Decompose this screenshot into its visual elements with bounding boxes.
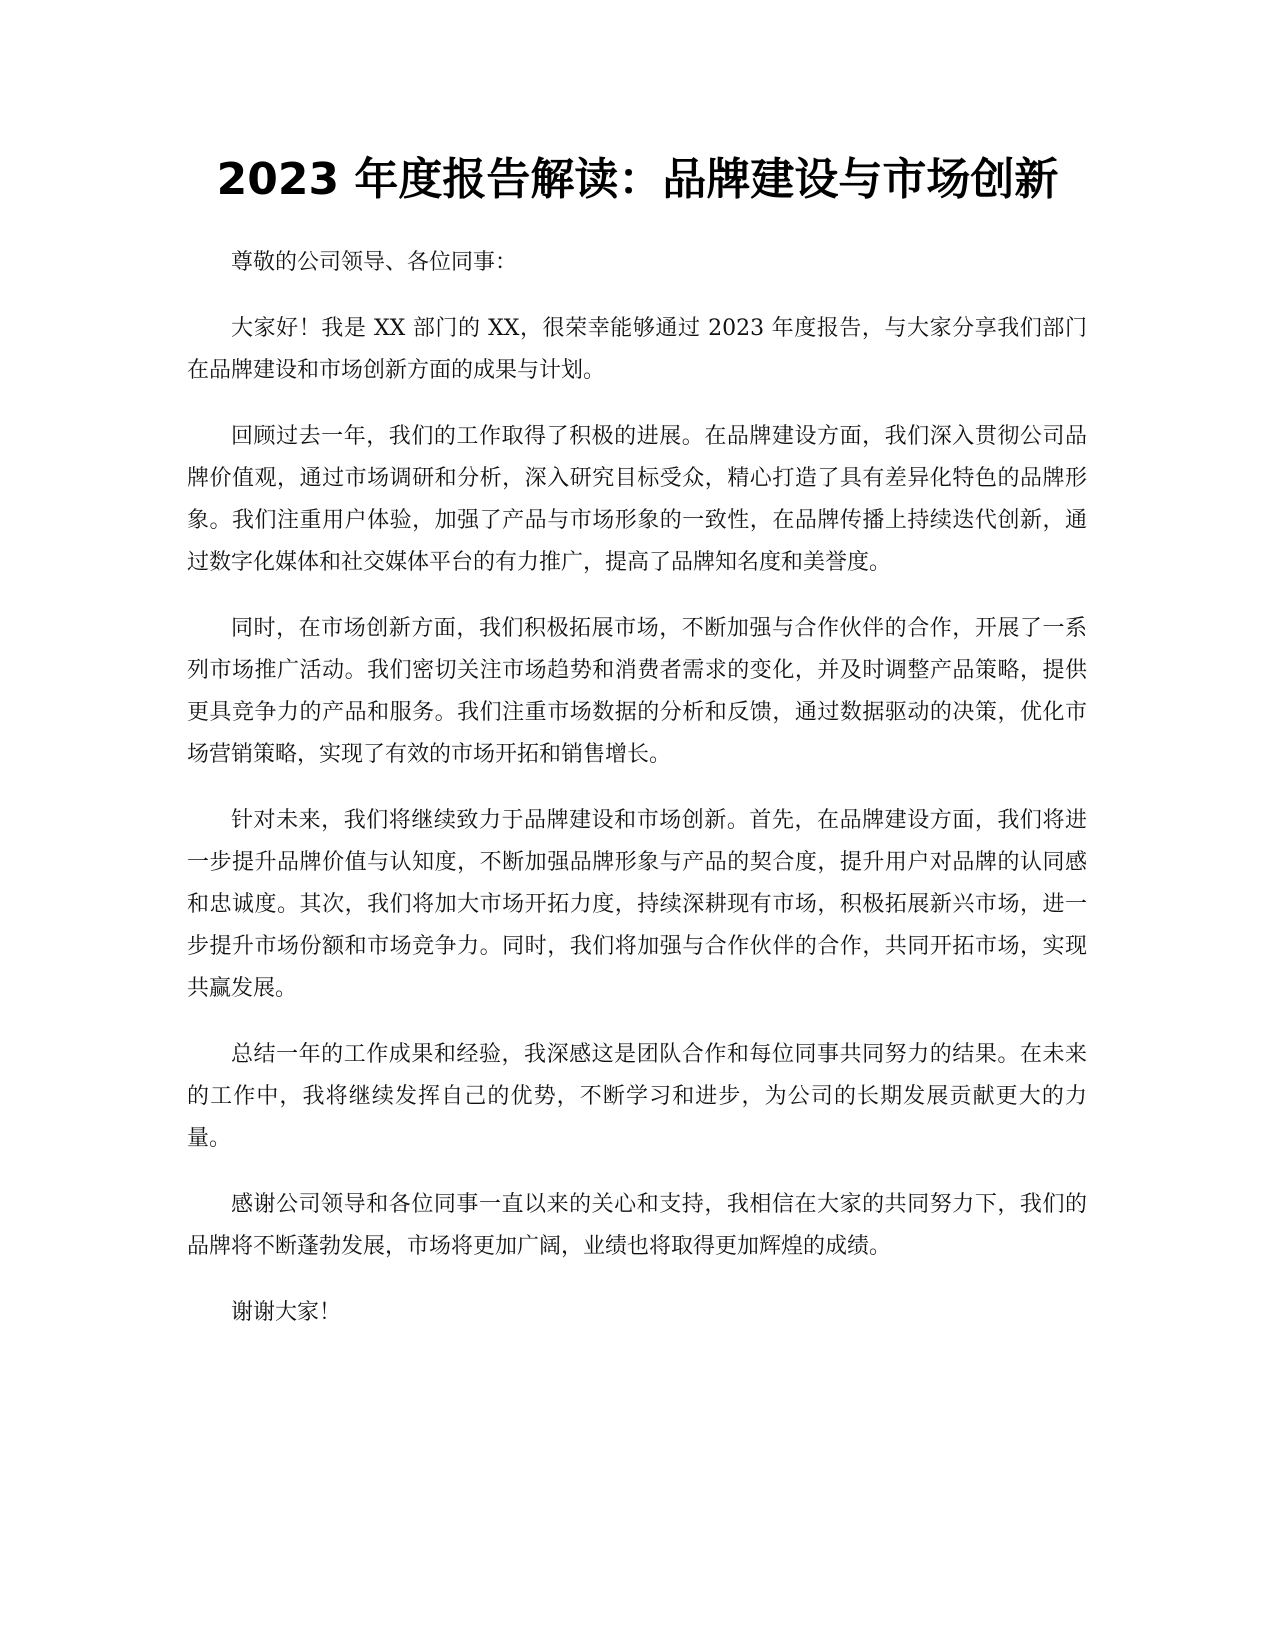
paragraph-review: 回顾过去一年，我们的工作取得了积极的进展。在品牌建设方面，我们深入贯彻公司品牌价值观，通过市场调研和分析，深入研究目标受众，精心打造了具有差异化特色的品牌形象。我们注重用户体验，加强了产品与市场形象的一致性，在品牌传播上持续迭代创新，通过数字化媒体和社交媒体平台的有力推广，提高了品牌知名度和美誉度。 xyxy=(187,424,1087,575)
paragraph-intro: 大家好！我是 XX 部门的 XX，很荣幸能够通过 2023 年度报告，与大家分享我们部门在品牌建设和市场创新方面的成果与计划。 xyxy=(187,316,1087,383)
greeting: 尊敬的公司领导、各位同事： xyxy=(231,250,518,275)
paragraph-summary: 总结一年的工作成果和经验，我深感这是团队合作和每位同事共同努力的结果。在未来的工作中，我将继续发挥自己的优势，不断学习和进步，为公司的长期发展贡献更大的力量。 xyxy=(187,1042,1087,1151)
document-title: 2023 年度报告解读：品牌建设与市场创新 xyxy=(216,154,1059,205)
paragraph-thanks: 感谢公司领导和各位同事一直以来的关心和支持，我相信在大家的共同努力下，我们的品牌将不断蓬勃发展，市场将更加广阔，业绩也将取得更加辉煌的成绩。 xyxy=(187,1192,1087,1259)
paragraph-future-plan: 针对未来，我们将继续致力于品牌建设和市场创新。首先，在品牌建设方面，我们将进一步提升品牌价值与认知度，不断加强品牌形象与产品的契合度，提升用户对品牌的认同感和忠诚度。其次，我们将加大市场开拓力度，持续深耕现有市场，积极拓展新兴市场，进一步提升市场份额和市场竞争力。同时，我们将加强与合作伙伴的合作，共同开拓市场，实现共赢发展。 xyxy=(187,808,1087,1001)
closing: 谢谢大家！ xyxy=(231,1300,342,1325)
document-body xyxy=(187,242,1087,1358)
paragraph-market-innovation: 同时，在市场创新方面，我们积极拓展市场，不断加强与合作伙伴的合作，开展了一系列市场推广活动。我们密切关注市场趋势和消费者需求的变化，并及时调整产品策略，提供更具竞争力的产品和服务。我们注重市场数据的分析和反馈，通过数据驱动的决策，优化市场营销策略，实现了有效的市场开拓和销售增长。 xyxy=(187,616,1087,767)
